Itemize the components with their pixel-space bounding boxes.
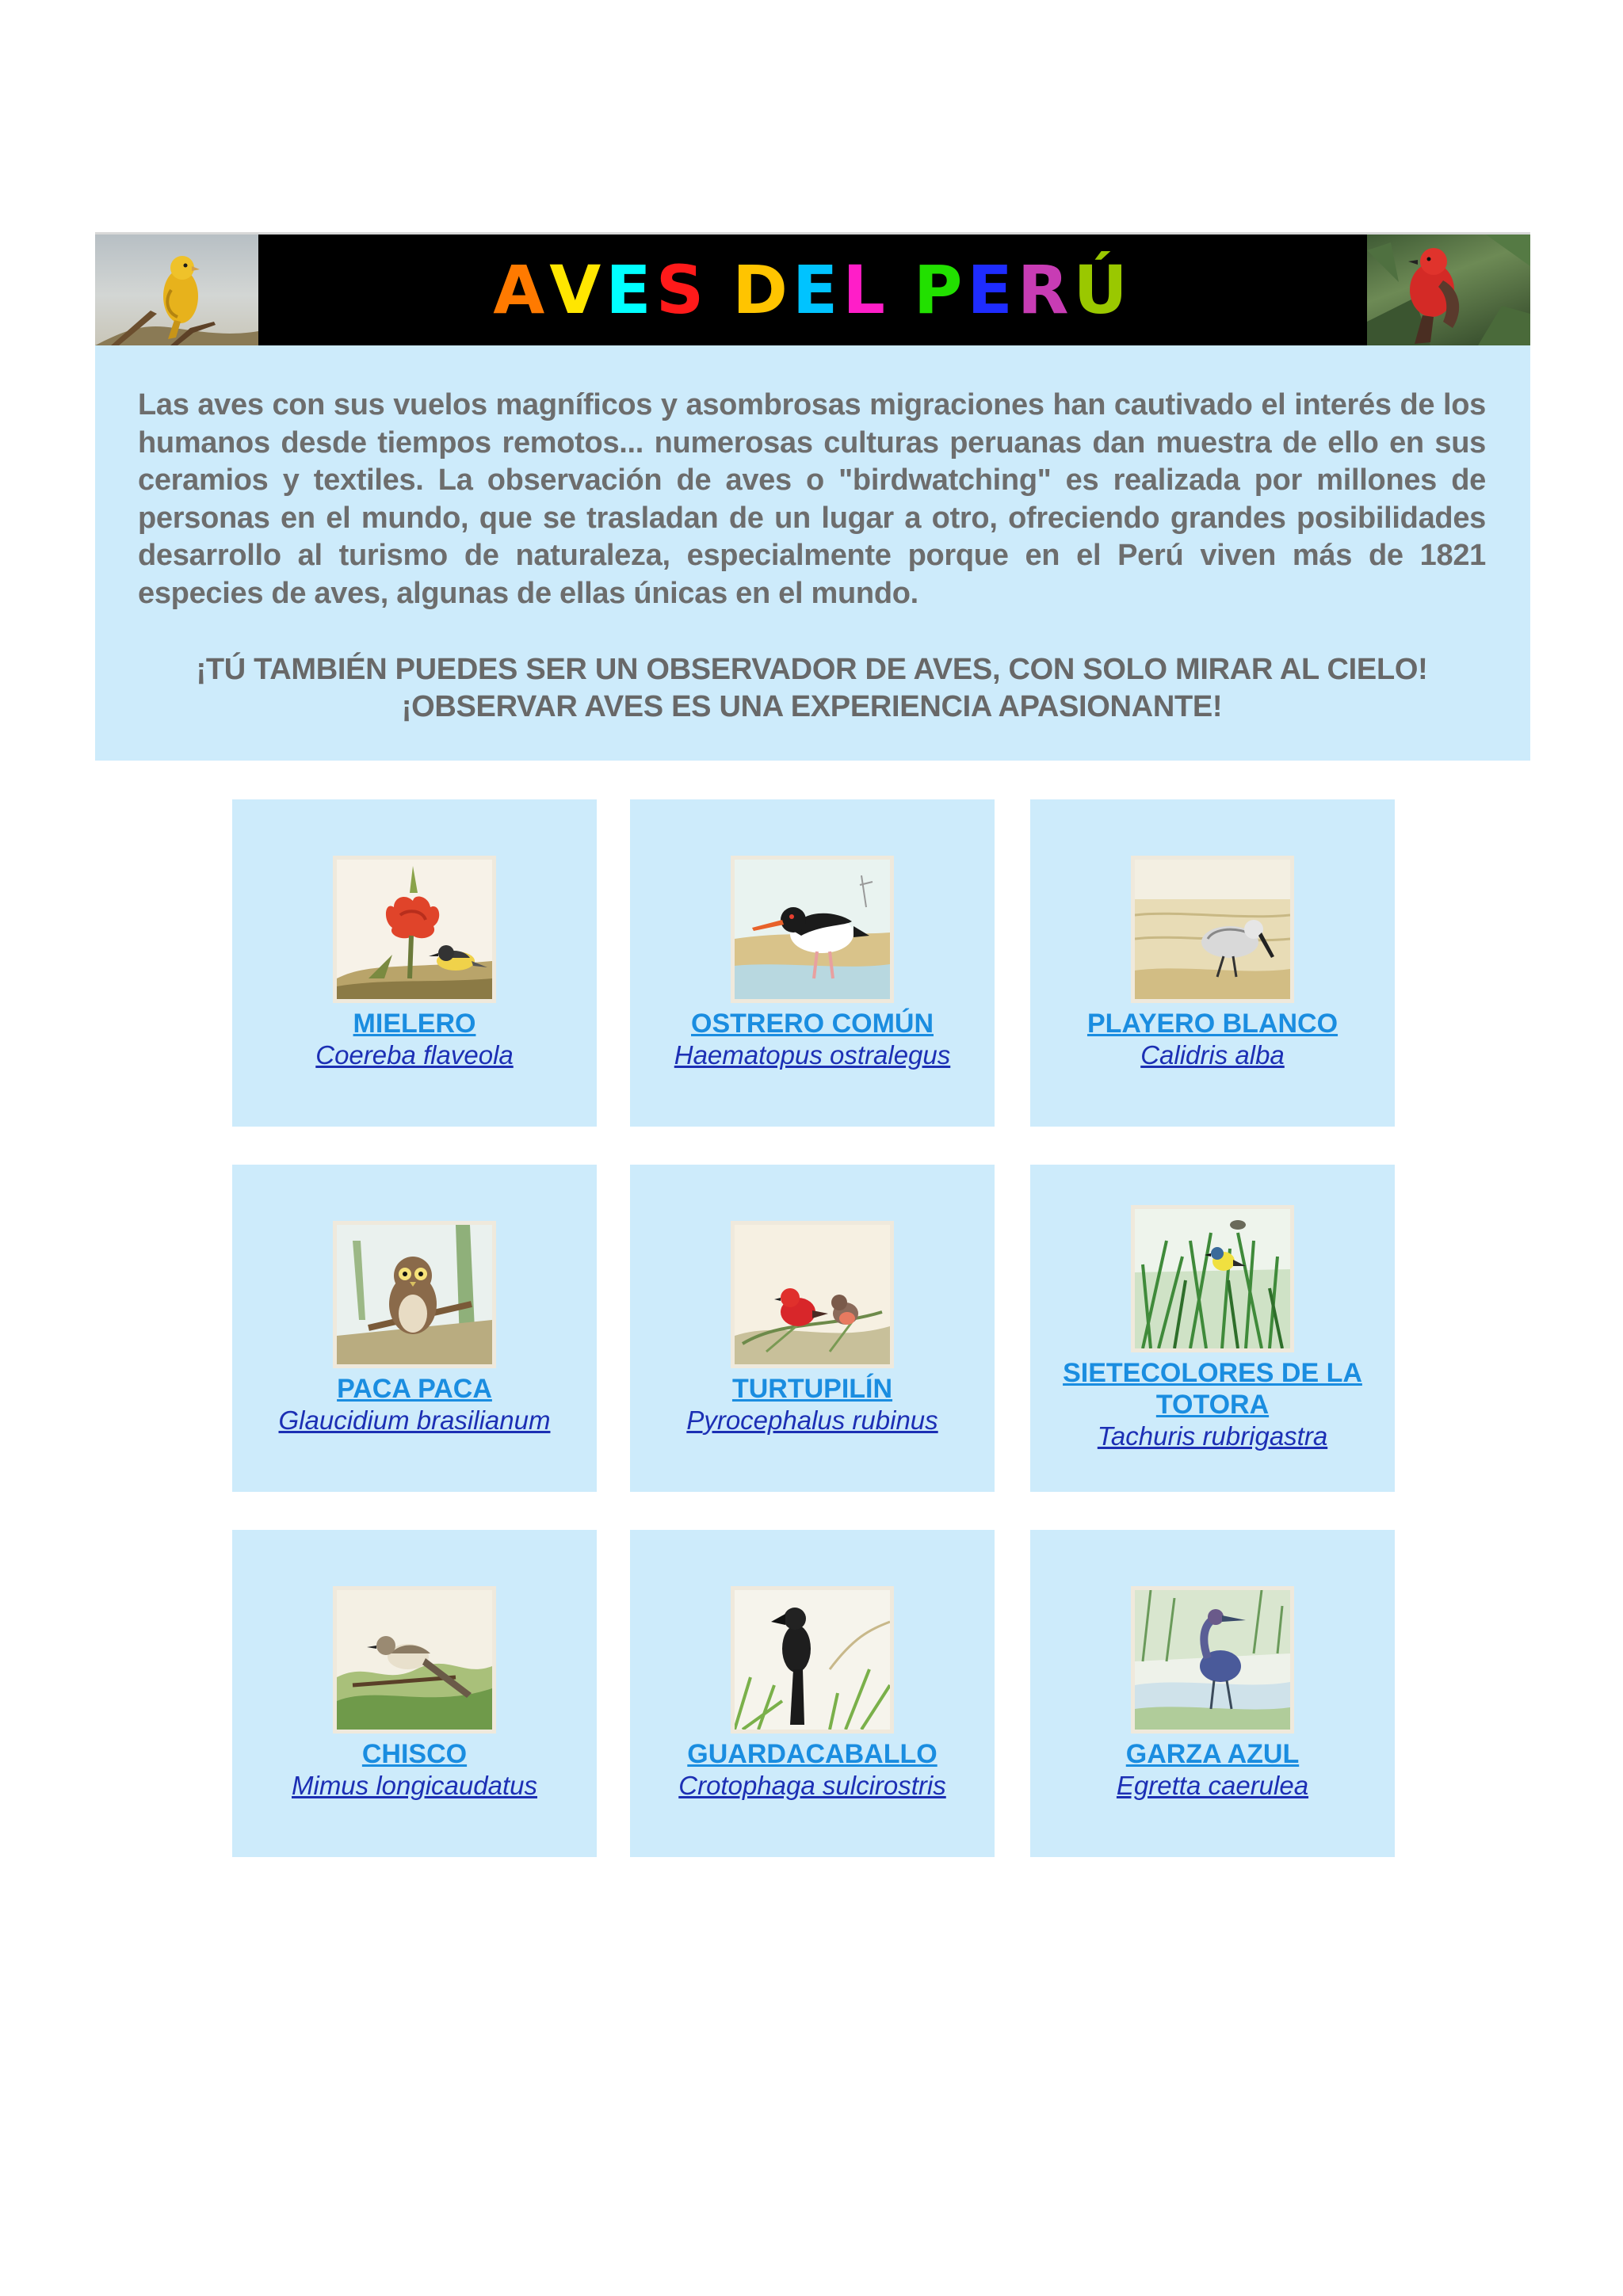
bird-name-link[interactable]: GUARDACABALLO <box>687 1738 938 1769</box>
title-letter: E <box>792 251 843 329</box>
mockingbird-illustration-icon[interactable] <box>333 1586 496 1733</box>
sanderling-illustration-icon[interactable] <box>1131 856 1294 1003</box>
bird-name-link[interactable]: MIELERO <box>353 1008 476 1039</box>
bird-card-chisco <box>232 1530 597 1857</box>
bird-name-link[interactable]: TURTUPILÍN <box>731 1373 893 1404</box>
bird-card-mielero <box>232 799 597 1127</box>
scientific-name-link[interactable]: Egretta caerulea <box>1116 1770 1309 1800</box>
title-letter: L <box>842 251 890 329</box>
scientific-name-link[interactable]: Tachuris rubrigastra <box>1097 1421 1328 1451</box>
bird-name-link[interactable]: GARZA AZUL <box>1125 1738 1300 1769</box>
title-banner <box>95 232 1530 345</box>
scientific-name-link[interactable]: Crotophaga sulcirostris <box>678 1770 946 1800</box>
scientific-name-link[interactable]: Haematopus ostralegus <box>674 1039 951 1070</box>
title-letter: E <box>605 251 656 329</box>
scientific-name-link[interactable]: Pyrocephalus rubinus <box>686 1405 938 1435</box>
bird-name-link[interactable]: OSTRERO COMÚN <box>691 1008 934 1039</box>
title-space <box>890 251 914 329</box>
scientific-name-link[interactable]: Coereba flaveola <box>315 1039 514 1070</box>
title-space <box>708 251 732 329</box>
scientific-name-link[interactable]: Calidris alba <box>1140 1039 1285 1070</box>
intro-slogan <box>138 651 1486 726</box>
vermilion-flycatcher-photo-icon <box>1367 235 1530 345</box>
oystercatcher-illustration-icon[interactable] <box>731 856 894 1003</box>
bird-card-sietecolores <box>1030 1165 1395 1492</box>
title-letter: V <box>549 251 606 329</box>
scientific-name-link[interactable]: Glaucidium brasilianum <box>278 1405 551 1435</box>
pygmy-owl-illustration-icon[interactable] <box>333 1221 496 1368</box>
title-letter: Ú <box>1073 251 1132 329</box>
title-letter: R <box>1017 251 1074 329</box>
bird-name-link[interactable]: PACA PACA <box>337 1373 492 1404</box>
bird-name-link[interactable]: CHISCO <box>361 1738 468 1769</box>
vermilion-flycatcher-illustration-icon[interactable] <box>731 1221 894 1368</box>
bird-name-link[interactable]: PLAYERO BLANCO <box>1086 1008 1338 1039</box>
bird-card-paca-paca <box>232 1165 597 1492</box>
bird-card-ostrero-comun <box>630 799 995 1127</box>
title-letter: P <box>913 251 968 329</box>
bird-card-turtupilin <box>630 1165 995 1492</box>
slogan-line-2: ¡OBSERVAR AVES ES UNA EXPERIENCIA APASIONANTE! <box>401 690 1223 723</box>
little-blue-heron-illustration-icon[interactable] <box>1131 1586 1294 1733</box>
bananaquit-illustration-icon[interactable] <box>333 856 496 1003</box>
intro-panel <box>95 345 1530 761</box>
canary-photo-icon <box>95 235 258 345</box>
title-letter: E <box>967 251 1018 329</box>
title-letter: S <box>655 251 709 329</box>
intro-paragraph: Las aves con sus vuelos magníficos y asombrosas migraciones han cautivado el interés de los humanos desde tiempos remotos... numerosas culturas peruanas dan muestra de ello en sus ceramios y textiles. La observación de aves o "birdwatching" es realizada por millones de personas en el mundo, que se trasladan de un lugar a otro, ofreciendo grandes posibilidades desarrollo al turismo de naturaleza, especialmente porque en el Perú viven más de 1821 especies de aves, algunas de ellas únicas en el mundo. <box>138 388 1486 610</box>
bird-card-guardacaballo <box>630 1530 995 1857</box>
many-colored-rush-tyrant-illustration-icon[interactable] <box>1131 1205 1294 1352</box>
bird-card-playero-blanco <box>1030 799 1395 1127</box>
slogan-line-1: ¡TÚ TAMBIÉN PUEDES SER UN OBSERVADOR DE AVES, CON SOLO MIRAR AL CIELO! <box>196 653 1428 686</box>
bird-card-garza-azul <box>1030 1530 1395 1857</box>
page-title <box>258 235 1367 345</box>
bird-name-link[interactable]: SIETECOLORES DE LA TOTORA <box>1063 1357 1362 1420</box>
scientific-name-link[interactable]: Mimus longicaudatus <box>292 1770 537 1800</box>
title-letter: A <box>493 251 550 329</box>
title-letter: D <box>732 251 792 329</box>
ani-illustration-icon[interactable] <box>731 1586 894 1733</box>
